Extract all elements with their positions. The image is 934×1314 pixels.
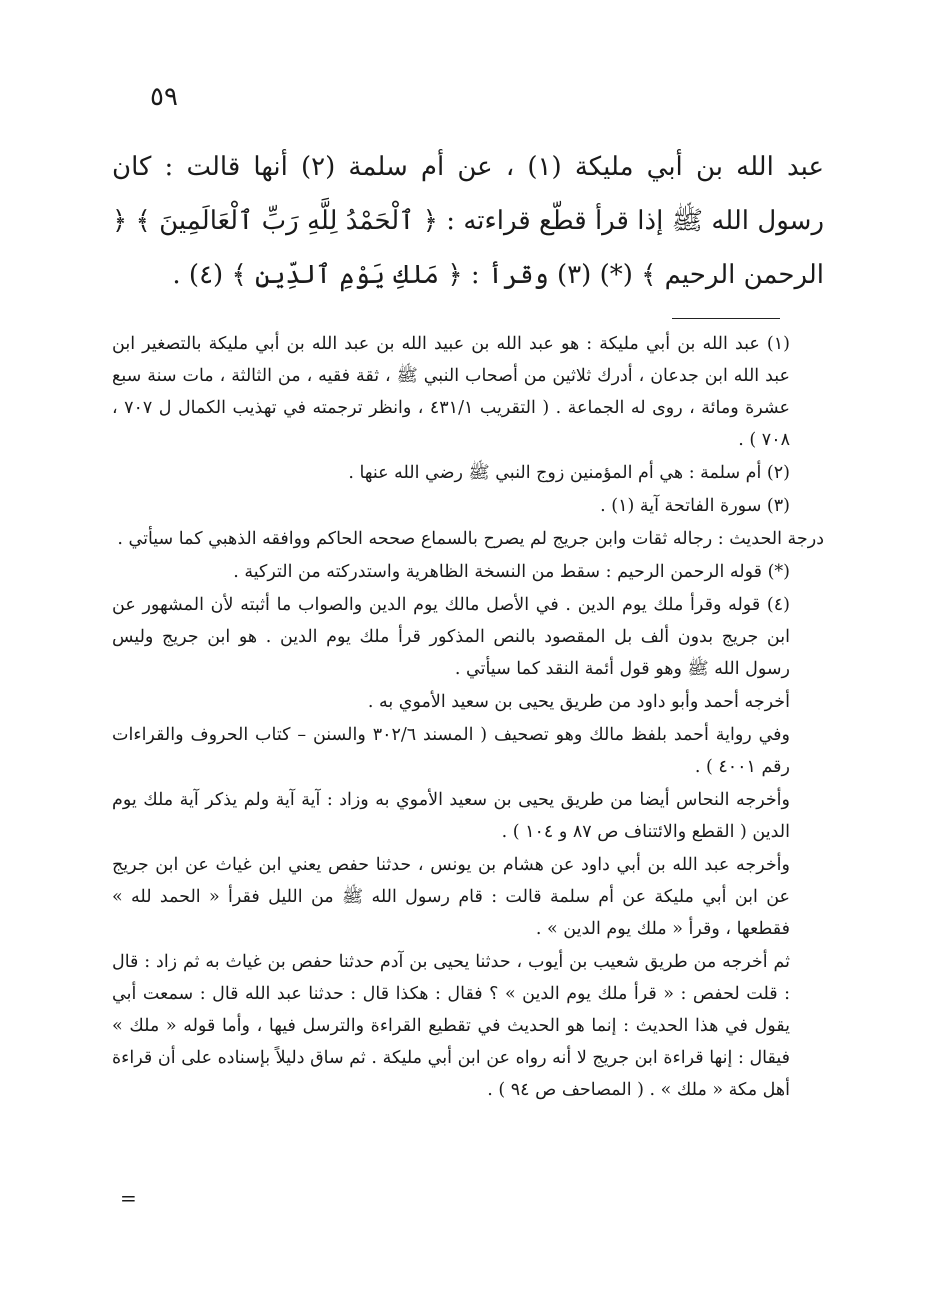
takhrij-shuayb: ثم أخرجه من طريق شعيب بن أيوب ، حدثنا يحيى بن آدم حدثنا حفص بن غياث به ثم زاد : قال : قلت لحفص : « قرأ ملك يوم الدين » ؟ فقال : هكذا قال : حدثنا عبد الله قال : سمعت أبي يقول في هذا الحديث : إنما هو الحديث في تقطيع القراءة والترسل فيها ، وأما قوله « ملك » فيقال : إنها قراءة ابن جريج لا أنه رواه عن ابن أبي مليكة . ثم ساق دليلاً بإسناده على أن قراءة أهل مكة « ملك » . ( المصاحف ص ٩٤ ) .: [112, 952, 790, 1100]
footnote-2: (٢) أم سلمة : هي أم المؤمنين زوج النبي ﷺ رضي الله عنها .: [348, 463, 790, 483]
takhrij-ibn-abi-dawud: وأخرجه عبد الله بن أبي داود عن هشام بن يونس ، حدثنا حفص يعني ابن غياث عن ابن جريج عن ابن أبي مليكة عن أم سلمة قالت : قام رسول الله ﷺ من الليل فقرأ « الحمد لله » فقطعها ، وقرأ « ملك يوم الدين » .: [112, 855, 790, 939]
footnote-star: (*) قوله الرحمن الرحيم : سقط من النسخة الظاهرية واستدركته من التركية .: [233, 562, 790, 582]
footnotes: [112, 328, 824, 1107]
main-text: [112, 140, 824, 302]
footnote-4: (٤) قوله وقرأ ملك يوم الدين . في الأصل مالك يوم الدين والصواب ما أثبته لأن المشهور عن ابن جريج بدون ألف بل المقصود بالنص المذكور قرأ ملك يوم الدين . هو ابن جريج وليس رسول الله ﷺ وهو قول أئمة النقد كما سيأتي .: [112, 595, 790, 679]
page-number: ٥٩: [150, 82, 178, 112]
continuation-mark: =: [120, 1186, 137, 1210]
footnote-separator: [672, 318, 780, 319]
main-paragraph: عبد الله بن أبي مليكة (١) ، عن أم سلمة (٢) أنها قالت : كان رسول الله ﷺ إذا قرأ قطّع قراءته : ﴿ ٱلْحَمْدُ لِلَّهِ رَبِّ ٱلْعَالَمِينَ ﴾ ﴿ الرحمن الرحيم ﴾ (*) (٣) وقرأ : ﴿ مَلكِ يَوْمِ ٱلدِّينِ ﴾ (٤) .: [112, 152, 824, 290]
footnote-3: (٣) سورة الفاتحة آية (١) .: [600, 496, 790, 516]
footnote-1: (١) عبد الله بن أبي مليكة : هو عبد الله بن عبيد الله بن عبد الله بن أبي مليكة بالتصغير ابن عبد الله ابن جدعان ، أدرك ثلاثين من أصحاب النبي ﷺ ، ثقة فقيه ، من الثالثة ، مات سنة سبع عشرة ومائة ، روى له الجماعة . ( التقريب ٤٣١/١ ، وانظر ترجمته في تهذيب الكمال ل ٧٠٧ ، ٧٠٨ ) .: [112, 334, 790, 450]
takhrij-nahhas: وأخرجه النحاس أيضا من طريق يحيى بن سعيد الأموي به وزاد : آية آية ولم يذكر آية ملك يوم الدين ( القطع والائتناف ص ٨٧ و ١٠٤ ) .: [112, 790, 790, 842]
takhrij-ahmad-variant: وفي رواية أحمد بلفظ مالك وهو تصحيف ( المسند ٣٠٢/٦ والسنن – كتاب الحروف والقراءات رقم ٤٠٠١ ) .: [112, 725, 790, 777]
takhrij-ahmad-abudawud: أخرجه أحمد وأبو داود من طريق يحيى بن سعيد الأموي به .: [367, 692, 790, 712]
hadith-grade: درجة الحديث : رجاله ثقات وابن جريج لم يصرح بالسماع صححه الحاكم ووافقه الذهبي كما سيأتي .: [117, 529, 824, 549]
